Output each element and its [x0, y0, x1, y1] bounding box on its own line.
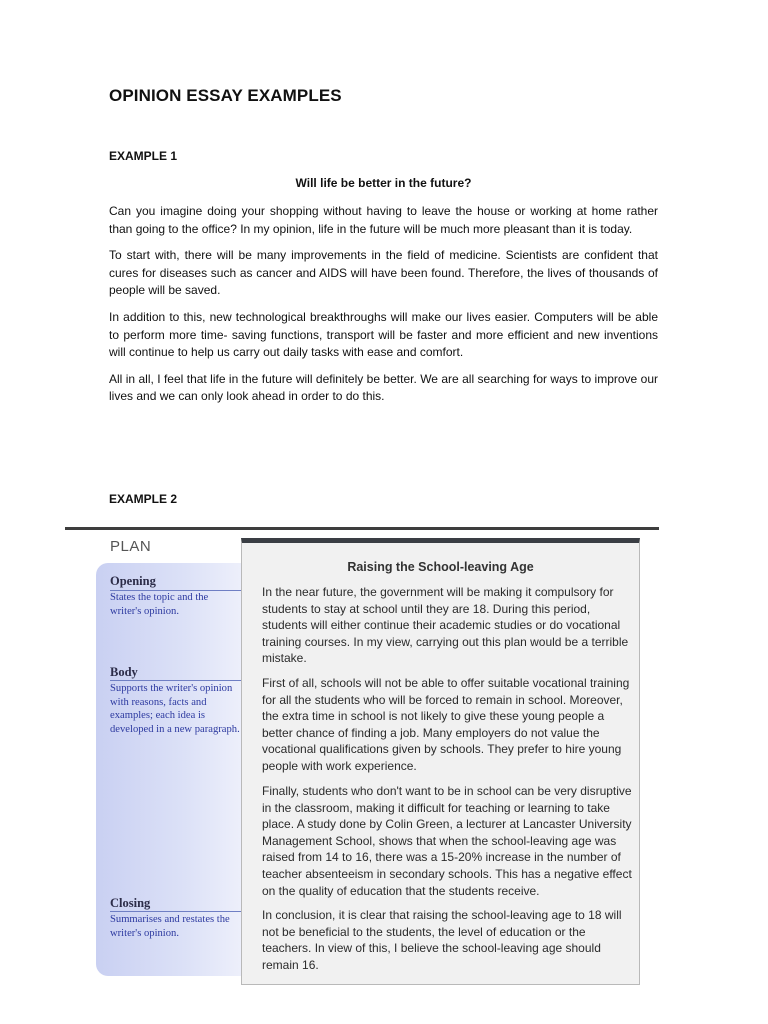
- essay-box-paragraph-body-2: Finally, students who don't want to be in school can be very disruptive in the classroom, making it difficult for teaching or learning to take place. A study done by Colin Green, a lecturer at Lancaster University Management School, shows that when the school-leaving age was raised from 14 to 16, there was a 15-20% increase in the number of teacher absenteeism in secondary schools. This has a negative effect on the quality of education that the students receive.: [262, 784, 632, 898]
- document-title: OPINION ESSAY EXAMPLES: [109, 86, 342, 105]
- plan-opening-heading: Opening: [110, 574, 156, 588]
- essay-paragraph: All in all, I feel that life in the future will definitely be better. We are all searching for ways to improve our lives and we can only look ahead in order to do this.: [109, 371, 658, 404]
- figure-top-rule: [65, 527, 659, 530]
- essay-paragraph: To start with, there will be many improvements in the field of medicine. Scientists are confident that cures for diseases such as cancer and AIDS will have been found. Therefore, the lives of thousands of people will be saved.: [109, 248, 658, 298]
- essay-paragraph: Can you imagine doing your shopping without having to leave the house or working at home rather than going to the office? In my opinion, life in the future will be much more pleasant than it is today.: [109, 204, 658, 236]
- essay-box-paragraph-body-1: First of all, schools will not be able to offer suitable vocational training for all the students who will be forced to remain in school. Moreover, the extra time in school is not likely to give these young people a better chance of finding a job. Many employers do not value the vocational qualifications given by schools. They prefer to hire young people with work experience.: [262, 676, 630, 773]
- essay-box-paragraph-opening: In the near future, the government will be making it compulsory for students to stay at school until they are 18. During this period, students will either continue their academic studies or do vocational training courses. In my view, carrying out this plan would be a terrible mistake.: [262, 585, 629, 666]
- plan-label: PLAN: [110, 538, 152, 555]
- plan-body-heading: Body: [110, 665, 138, 679]
- example-1-question: Will life be better in the future?: [295, 176, 472, 190]
- plan-body-description: Supports the writer's opinion with reasons, facts and examples; each idea is developed in a new paragraph.: [110, 683, 240, 735]
- example-1-essay: [109, 203, 658, 415]
- example-1-label: EXAMPLE 1: [109, 149, 178, 163]
- essay-box-paragraph-closing: In conclusion, it is clear that raising the school-leaving age to 18 will not be beneficial to the students, the level of education or the teachers. In view of this, I believe the school-leaving age should remain 16.: [262, 908, 622, 972]
- plan-closing-heading: Closing: [110, 896, 151, 910]
- essay-box-title: Raising the School-leaving Age: [347, 560, 534, 574]
- plan-closing-description: Summarises and restates the writer's opinion.: [110, 914, 230, 939]
- essay-paragraph: In addition to this, new technological breakthroughs will make our lives easier. Computers will be able to perform more time- saving functions, transport will be faster and more efficient and new inventions will continue to help us carry out daily tasks with ease and comfort.: [109, 309, 658, 360]
- plan-opening-description: States the topic and the writer's opinion.: [110, 592, 209, 617]
- example-2-label: EXAMPLE 2: [109, 492, 178, 506]
